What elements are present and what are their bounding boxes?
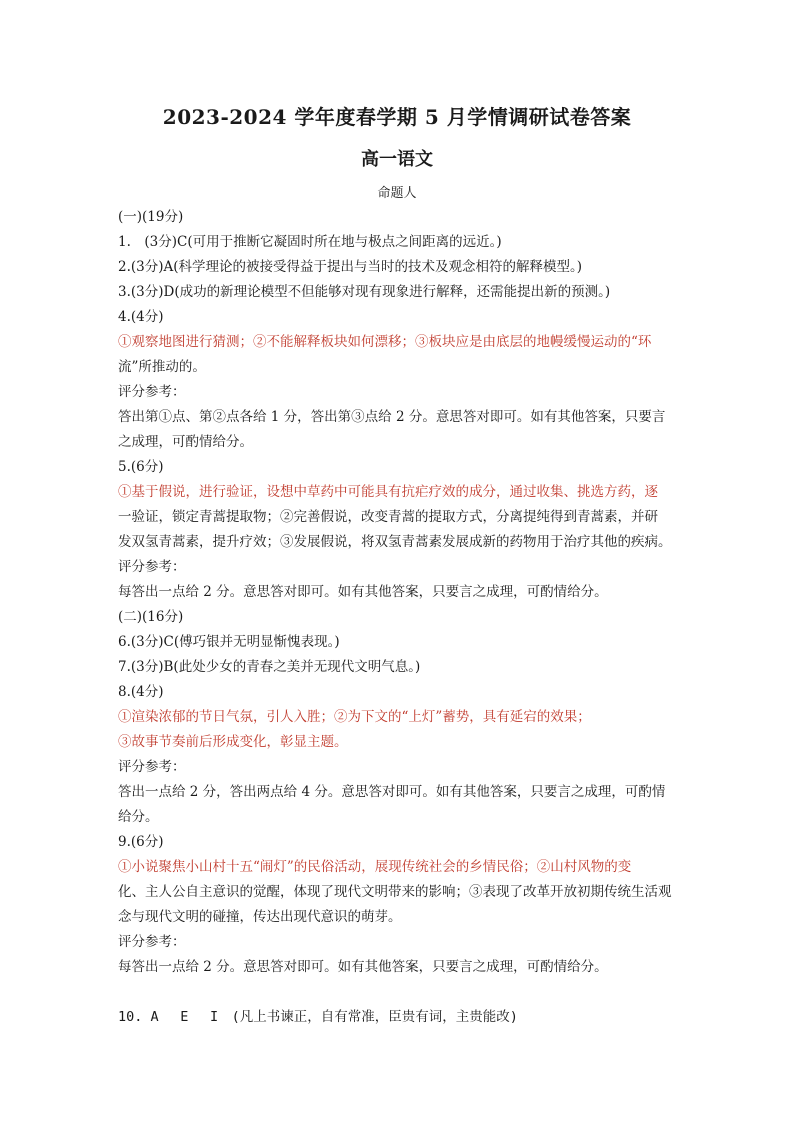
answer-line: 5.(6分) (118, 459, 164, 475)
answer-line: 念与现代文明的碰撞，传达出现代意识的萌芽。 (118, 909, 402, 925)
answer-line: 4.(4分) (118, 309, 164, 325)
answer-body (118, 205, 678, 1030)
answer-line: 流”所推动的。 (118, 359, 206, 375)
answer-line: 评分参考： (118, 934, 186, 950)
answer-line: 7.(3分)B(此处少女的青春之美并无现代文明气息。) (118, 659, 421, 675)
answer-line: ①基于假说，进行验证，设想中草药中可能具有抗疟疗效的成分，通过收集、挑选方药，逐 (118, 484, 658, 500)
answer-line: ①渲染浓郁的节日气氛，引人入胜；②为下文的“上灯”蓄势，具有延宕的效果； (118, 709, 591, 725)
answer-line: 评分参考： (118, 384, 186, 400)
answer-line: 一验证，锁定青蒿提取物；②完善假说，改变青蒿的提取方式，分离提纯得到青蒿素，并研 (118, 509, 658, 525)
answer-line: 化、主人公自主意识的觉醒，体现了现代文明带来的影响；③表现了改革开放初期传统生活观 (118, 884, 672, 900)
answer-line: (一)(19分) (118, 209, 184, 225)
answer-line: (二)(16分) (118, 609, 184, 625)
answer-line: 3.(3分)D(成功的新理论模型不但能够对现有现象进行解释，还需能提出新的预测。) (118, 284, 611, 300)
subject-heading: 高一语文 (361, 149, 433, 170)
answer-line: ③故事节奏前后形成变化，彰显主题。 (118, 734, 348, 750)
answer-line: 答出第①点、第②点各给 1 分，答出第③点给 2 分。意思答对即可。如有其他答案，只要言 (118, 409, 666, 425)
answer-line: 评分参考： (118, 559, 186, 575)
author-label: 命题人 (377, 186, 417, 201)
document-title: 2023-2024 学年度春学期 5 月学情调研试卷答案 (162, 105, 632, 129)
spacer (118, 980, 678, 1005)
answer-lines (118, 205, 678, 980)
answer-line-10: 10. A E I (凡上书谏正，自有常准，臣贵有词，主贵能改) (118, 1009, 518, 1025)
answer-line: ①小说聚焦小山村十五“闹灯”的民俗活动，展现传统社会的乡情民俗；②山村风物的变 (118, 859, 632, 875)
answer-line: ①观察地图进行猜测；②不能解释板块如何漂移；③板块应是由底层的地幔缓慢运动的“环 (118, 334, 652, 350)
answer-line: 8.(4分) (118, 684, 164, 700)
answer-line: 每答出一点给 2 分。意思答对即可。如有其他答案，只要言之成理，可酌情给分。 (118, 584, 608, 600)
answer-line: 6.(3分)C(傅巧银并无明显惭愧表现。) (118, 634, 340, 650)
answer-line: 1. (3分)C(可用于推断它凝固时所在地与极点之间距离的远近。) (118, 234, 502, 250)
answer-line: 2.(3分)A(科学理论的被接受得益于提出与当时的技术及观念相符的解释模型。) (118, 259, 583, 275)
answer-line: 每答出一点给 2 分。意思答对即可。如有其他答案，只要言之成理，可酌情给分。 (118, 959, 608, 975)
answer-line: 之成理，可酌情给分。 (118, 434, 253, 450)
answer-line: 答出一点给 2 分，答出两点给 4 分。意思答对即可。如有其他答案，只要言之成理，可酌情 (118, 784, 666, 800)
answer-line: 9.(6分) (118, 834, 164, 850)
answer-line: 评分参考： (118, 759, 186, 775)
answer-line: 给分。 (118, 809, 159, 825)
answer-line: 发双氢青蒿素，提升疗效；③发展假说，将双氢青蒿素发展成新的药物用于治疗其他的疾病。 (118, 534, 672, 550)
